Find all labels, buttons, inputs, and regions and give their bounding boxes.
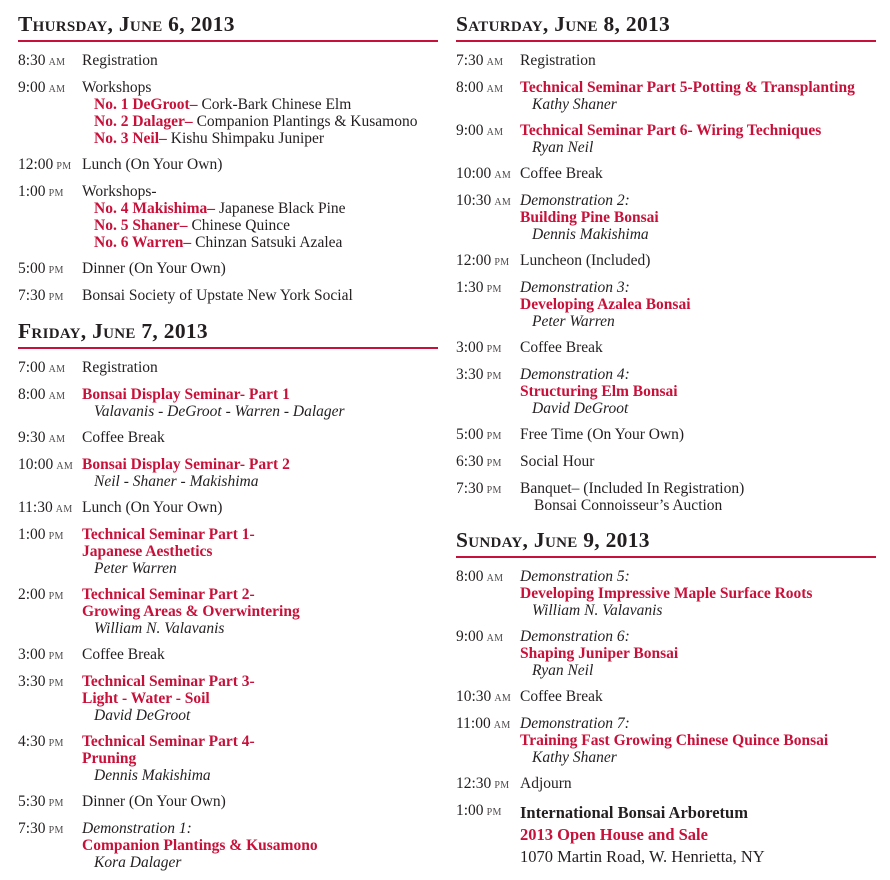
event-time [18, 386, 82, 420]
schedule-event [18, 646, 438, 664]
day-section [456, 13, 876, 514]
event-time-value: 8:00 [456, 79, 484, 96]
day-header: Saturday, June 8, 2013 [456, 13, 876, 42]
event-time [456, 426, 520, 444]
venue-name: International Bonsai Arboretum [520, 803, 748, 822]
workshop-item [82, 234, 438, 251]
event-time-period: am [48, 80, 66, 96]
event-text: Lunch (On Your Own) [82, 156, 223, 173]
event-time-value: 3:30 [18, 673, 46, 690]
event-text: Luncheon (Included) [520, 252, 651, 269]
event-time [456, 480, 520, 514]
day-section [18, 13, 438, 305]
event-time-value: 8:00 [456, 568, 484, 585]
workshop-leader: No. 4 Makishima– [94, 200, 215, 217]
event-time-value: 1:00 [18, 526, 46, 543]
event-time [456, 122, 520, 156]
event-time-value: 2:00 [18, 586, 46, 603]
event-title: Technical Seminar Part 6- Wiring Techniques [520, 122, 822, 139]
event-time-period: pm [48, 821, 64, 837]
event-text: Coffee Break [520, 688, 603, 705]
workshop-topic: Companion Plantings & Kusamono [196, 113, 418, 130]
workshop-topic: Cork-Bark Chinese Elm [201, 96, 352, 113]
event-time [456, 366, 520, 417]
event-time [18, 820, 82, 871]
event-text: Banquet– (Included In Registration) [520, 480, 745, 497]
event-time-value: 4:30 [18, 733, 46, 750]
day-section [456, 529, 876, 868]
event-time-value: 7:30 [456, 480, 484, 497]
event-time-period: am [494, 193, 512, 209]
event-lines [520, 279, 876, 330]
event-lines [82, 287, 438, 305]
event-time-value: 3:00 [456, 339, 484, 356]
event-lines [82, 79, 438, 147]
event-text: Dinner (On Your Own) [82, 793, 226, 810]
presenter-name: Kora Dalager [94, 854, 182, 871]
schedule-column-left [18, 13, 438, 880]
event-time-period: am [48, 430, 66, 446]
event-time-period: pm [486, 427, 502, 443]
event-lines [520, 426, 876, 444]
event-time-value: 7:30 [456, 52, 484, 69]
schedule-event [456, 628, 876, 679]
event-lines [82, 733, 438, 784]
event-title: Light - Water - Soil [82, 690, 210, 707]
schedule-event [456, 279, 876, 330]
event-time-period: am [494, 166, 512, 182]
demo-label: Demonstration 6: [520, 628, 630, 645]
event-lines [520, 715, 876, 766]
event-time [18, 499, 82, 517]
event-title: Training Fast Growing Chinese Quince Bonsai [520, 732, 829, 749]
event-lines [82, 673, 438, 724]
event-time [18, 646, 82, 664]
event-lines [520, 52, 876, 70]
event-lines [82, 646, 438, 664]
event-lines [82, 499, 438, 517]
event-title: Technical Seminar Part 2- [82, 586, 255, 603]
event-time-value: 7:30 [18, 820, 46, 837]
event-time-value: 3:30 [456, 366, 484, 383]
event-time-value: 7:30 [18, 287, 46, 304]
event-title: Technical Seminar Part 5-Potting & Transplanting [520, 79, 855, 96]
workshop-topic: Kishu Shimpaku Juniper [170, 130, 325, 147]
event-time [18, 733, 82, 784]
event-time-period: am [486, 629, 504, 645]
presenter-name: Valavanis - DeGroot - Warren - Dalager [94, 403, 345, 420]
schedule-event [18, 429, 438, 447]
event-time-period: pm [486, 340, 502, 356]
schedule-event [18, 79, 438, 147]
schedule-event [456, 480, 876, 514]
workshop-item [82, 130, 438, 147]
presenter-name: Neil - Shaner - Makishima [94, 473, 259, 490]
event-time [456, 52, 520, 70]
event-time [456, 688, 520, 706]
event-text: Registration [82, 52, 158, 69]
event-text: Coffee Break [520, 165, 603, 182]
event-text: Coffee Break [520, 339, 603, 356]
workshop-leader: No. 5 Shaner– [94, 217, 188, 234]
event-time [456, 453, 520, 471]
event-text: Coffee Break [82, 646, 165, 663]
schedule-event [456, 165, 876, 183]
presenter-name: David DeGroot [532, 400, 629, 417]
schedule-event [18, 156, 438, 174]
demo-label: Demonstration 3: [520, 279, 630, 296]
presenter-name: Dennis Makishima [532, 226, 649, 243]
event-time [18, 359, 82, 377]
schedule-event [456, 366, 876, 417]
event-title: Shaping Juniper Bonsai [520, 645, 679, 662]
event-time [18, 52, 82, 70]
event-title: 2013 Open House and Sale [520, 825, 708, 844]
workshop-topic: Chinzan Satsuki Azalea [195, 234, 343, 251]
event-time-value: 3:00 [18, 646, 46, 663]
event-time-period: am [493, 716, 511, 732]
event-lines [520, 366, 876, 417]
workshop-item [82, 113, 438, 130]
event-text: Registration [520, 52, 596, 69]
event-text: Bonsai Society of Upstate New York Social [82, 287, 353, 304]
event-lines [520, 165, 876, 183]
presenter-name: Ryan Neil [532, 139, 594, 156]
schedule-event [456, 775, 876, 793]
event-lines [82, 586, 438, 637]
event-time-value: 1:30 [456, 279, 484, 296]
event-time-value: 9:30 [18, 429, 46, 446]
schedule-event [18, 673, 438, 724]
event-time [18, 260, 82, 278]
schedule-event [456, 79, 876, 113]
event-time-period: am [486, 123, 504, 139]
schedule-event [456, 252, 876, 270]
event-time-value: 1:00 [456, 802, 484, 819]
demo-label: Demonstration 2: [520, 192, 630, 209]
event-text: Social Hour [520, 453, 595, 470]
event-time-value: 9:00 [456, 122, 484, 139]
event-time-period: pm [486, 454, 502, 470]
event-time-value: 5:30 [18, 793, 46, 810]
event-lines [520, 453, 876, 471]
event-text: Registration [82, 359, 158, 376]
workshop-leader: No. 6 Warren– [94, 234, 192, 251]
event-time-value: 11:30 [18, 499, 53, 516]
presenter-name: Peter Warren [532, 313, 615, 330]
schedule-column-right [456, 13, 876, 880]
schedule-event [456, 568, 876, 619]
schedule-event [456, 802, 876, 868]
event-time [456, 165, 520, 183]
event-time-period: am [486, 569, 504, 585]
schedule-event [18, 526, 438, 577]
event-lines [520, 122, 876, 156]
event-title: Bonsai Display Seminar- Part 2 [82, 456, 290, 473]
event-time-period: pm [48, 527, 64, 543]
schedule-event [456, 453, 876, 471]
event-time-period: pm [48, 587, 64, 603]
event-time [18, 287, 82, 305]
event-time-period: pm [48, 674, 64, 690]
workshop-item [82, 96, 438, 113]
event-lines [82, 820, 438, 871]
event-time-value: 8:30 [18, 52, 46, 69]
presenter-name: Dennis Makishima [94, 767, 211, 784]
event-time-period: pm [48, 184, 64, 200]
event-lines [520, 480, 876, 514]
event-title: Japanese Aesthetics [82, 543, 213, 560]
event-title: Technical Seminar Part 4- [82, 733, 255, 750]
event-lines [520, 192, 876, 243]
presenter-name: David DeGroot [94, 707, 191, 724]
event-time-value: 12:00 [18, 156, 54, 173]
event-time-value: 9:00 [18, 79, 46, 96]
schedule-event [456, 52, 876, 70]
schedule-event [456, 715, 876, 766]
event-time [456, 252, 520, 270]
event-title: Pruning [82, 750, 137, 767]
workshop-leader: No. 3 Neil– [94, 130, 167, 147]
event-time-period: am [494, 689, 512, 705]
schedule-event [18, 820, 438, 871]
event-lines [82, 793, 438, 811]
event-time-value: 12:00 [456, 252, 492, 269]
event-time [456, 715, 520, 766]
event-time [18, 183, 82, 251]
event-time [18, 156, 82, 174]
event-time-value: 12:30 [456, 775, 492, 792]
event-lines [520, 775, 876, 793]
day-header: Thursday, June 6, 2013 [18, 13, 438, 42]
schedule-event [18, 359, 438, 377]
presenter-name: Kathy Shaner [532, 96, 617, 113]
schedule-event [18, 733, 438, 784]
event-lines [82, 386, 438, 420]
event-time [18, 673, 82, 724]
day-section [18, 320, 438, 871]
event-time-period: pm [486, 481, 502, 497]
event-time [456, 568, 520, 619]
presenter-name: Ryan Neil [532, 662, 594, 679]
event-time [18, 526, 82, 577]
event-time-period: pm [56, 157, 72, 173]
event-time [456, 628, 520, 679]
event-title: Growing Areas & Overwintering [82, 603, 300, 620]
workshop-item [82, 217, 438, 234]
event-time-period: pm [486, 367, 502, 383]
demo-label: Demonstration 4: [520, 366, 630, 383]
event-text: 1070 Martin Road, W. Henrietta, NY [520, 847, 765, 866]
demo-label: Demonstration 5: [520, 568, 630, 585]
event-title: Technical Seminar Part 1- [82, 526, 255, 543]
event-time-value: 7:00 [18, 359, 46, 376]
event-time-value: 1:00 [18, 183, 46, 200]
event-time-period: pm [48, 647, 64, 663]
event-time-value: 10:30 [456, 688, 492, 705]
schedule-event [18, 260, 438, 278]
presenter-name: William N. Valavanis [532, 602, 663, 619]
schedule-event [18, 183, 438, 251]
event-title: Developing Impressive Maple Surface Roots [520, 585, 813, 602]
schedule-event [456, 426, 876, 444]
event-time [456, 339, 520, 357]
schedule-event [18, 586, 438, 637]
event-text: Workshops [82, 79, 152, 96]
event-time-period: am [486, 53, 504, 69]
event-time-period: pm [494, 253, 510, 269]
event-time [456, 79, 520, 113]
event-time-period: pm [48, 261, 64, 277]
schedule-event [456, 122, 876, 156]
workshop-item [82, 200, 438, 217]
day-header: Friday, June 7, 2013 [18, 320, 438, 349]
event-text: Lunch (On Your Own) [82, 499, 223, 516]
workshop-topic: Chinese Quince [191, 217, 291, 234]
event-lines [520, 568, 876, 619]
event-text: Coffee Break [82, 429, 165, 446]
event-time-value: 10:30 [456, 192, 492, 209]
schedule-event [18, 499, 438, 517]
presenter-name: Peter Warren [94, 560, 177, 577]
event-title: Bonsai Display Seminar- Part 1 [82, 386, 290, 403]
workshop-leader: No. 1 DeGroot– [94, 96, 198, 113]
event-lines [520, 802, 876, 868]
event-time-period: pm [486, 280, 502, 296]
event-lines [520, 628, 876, 679]
schedule-event [18, 52, 438, 70]
schedule-event [18, 793, 438, 811]
workshop-topic: Japanese Black Pine [219, 200, 346, 217]
event-time-value: 5:00 [18, 260, 46, 277]
event-time-value: 10:00 [456, 165, 492, 182]
event-lines [520, 339, 876, 357]
event-time-period: am [56, 457, 74, 473]
event-time-value: 10:00 [18, 456, 54, 473]
demo-label: Demonstration 7: [520, 715, 630, 732]
event-title: Structuring Elm Bonsai [520, 383, 678, 400]
event-title: Technical Seminar Part 3- [82, 673, 255, 690]
event-time-value: 8:00 [18, 386, 46, 403]
event-time-period: am [55, 500, 73, 516]
event-title: Companion Plantings & Kusamono [82, 837, 318, 854]
event-subtext: Bonsai Connoisseur’s Auction [534, 497, 723, 514]
event-time-period: am [486, 80, 504, 96]
event-time [18, 793, 82, 811]
event-time-period: pm [48, 734, 64, 750]
event-lines [82, 183, 438, 251]
event-title: Building Pine Bonsai [520, 209, 659, 226]
schedule-event [456, 688, 876, 706]
event-time-period: pm [494, 776, 510, 792]
event-text: Adjourn [520, 775, 572, 792]
event-time [18, 79, 82, 147]
event-time-value: 5:00 [456, 426, 484, 443]
presenter-name: Kathy Shaner [532, 749, 617, 766]
event-time-period: am [48, 360, 66, 376]
event-lines [520, 688, 876, 706]
event-title: Developing Azalea Bonsai [520, 296, 691, 313]
event-lines [82, 526, 438, 577]
event-time-value: 9:00 [456, 628, 484, 645]
event-lines [82, 156, 438, 174]
event-time [456, 279, 520, 330]
event-time [18, 429, 82, 447]
event-time-period: am [48, 387, 66, 403]
event-text: Workshops- [82, 183, 157, 200]
event-lines [82, 429, 438, 447]
event-time-value: 11:00 [456, 715, 491, 732]
schedule-event [18, 287, 438, 305]
event-lines [82, 260, 438, 278]
schedule-event [456, 192, 876, 243]
workshop-leader: No. 2 Dalager– [94, 113, 193, 130]
event-time-value: 6:30 [456, 453, 484, 470]
event-time [456, 775, 520, 793]
event-lines [520, 79, 876, 113]
event-time [18, 586, 82, 637]
presenter-name: William N. Valavanis [94, 620, 225, 637]
event-lines [82, 359, 438, 377]
event-time-period: am [48, 53, 66, 69]
event-lines [520, 252, 876, 270]
event-time [18, 456, 82, 490]
demo-label: Demonstration 1: [82, 820, 192, 837]
day-header: Sunday, June 9, 2013 [456, 529, 876, 558]
event-time [456, 192, 520, 243]
event-lines [82, 456, 438, 490]
event-time-period: pm [48, 794, 64, 810]
event-text: Dinner (On Your Own) [82, 260, 226, 277]
schedule-event [18, 456, 438, 490]
event-time-period: pm [486, 803, 502, 819]
event-time-period: pm [48, 288, 64, 304]
schedule-event [456, 339, 876, 357]
event-lines [82, 52, 438, 70]
event-time [456, 802, 520, 868]
schedule-event [18, 386, 438, 420]
event-text: Free Time (On Your Own) [520, 426, 685, 443]
